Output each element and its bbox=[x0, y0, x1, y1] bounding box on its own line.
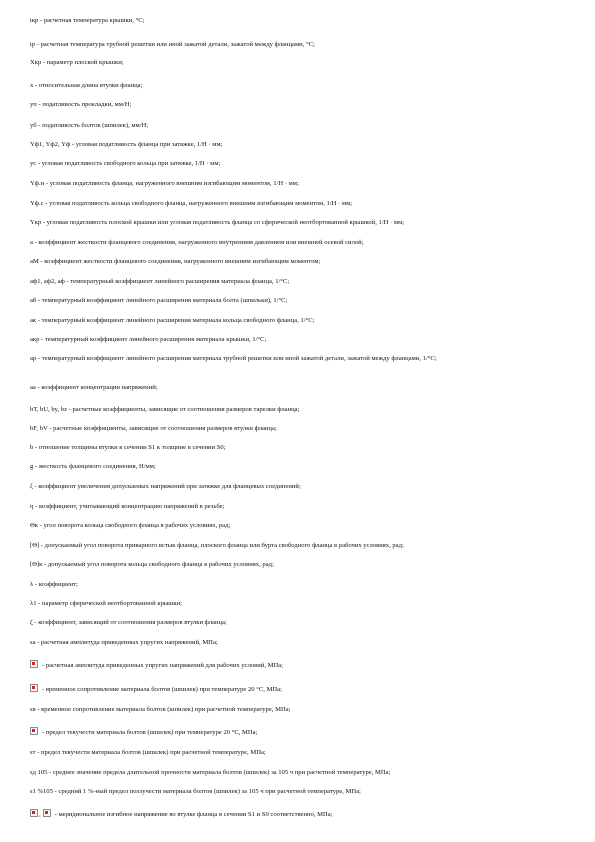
text-line bbox=[30, 482, 575, 491]
broken-image-icon bbox=[43, 809, 51, 817]
text-line bbox=[30, 296, 575, 305]
line-text: - предел текучести материала болтов (шпилек) при температуре 20 °С, МПа; bbox=[42, 729, 258, 736]
text-line bbox=[30, 40, 575, 49]
line-text: ζ - коэффициент, зависящий от соотношения размеров втулки фланца; bbox=[30, 619, 227, 626]
line-text: bF, bV - расчетные коэффициенты, зависящие от соотношения размеров втулки фланца; bbox=[30, 425, 277, 432]
line-text: yс - угловая податливость свободного кольца при затяжке, 1/Н · мм; bbox=[30, 160, 221, 167]
text-line bbox=[30, 462, 575, 471]
broken-image-icon bbox=[30, 727, 38, 735]
broken-image-icon bbox=[30, 809, 38, 817]
text-line bbox=[30, 159, 575, 168]
broken-image-icon bbox=[30, 684, 38, 692]
text-line bbox=[30, 58, 575, 67]
text-line bbox=[30, 768, 575, 777]
line-text: x - относительная длина втулки фланца; bbox=[30, 82, 143, 89]
line-text: аб - температурный коэффициент линейного расширения материала болта (шпильки), 1/°С; bbox=[30, 297, 288, 304]
broken-image-icon bbox=[30, 660, 38, 668]
text-line bbox=[30, 354, 575, 363]
line-text: ξ - коэффициент увеличения допускаемых напряжений при затяжке для фланцевых соединений; bbox=[30, 483, 301, 490]
line-text: аф1, аф2, аф - температурный коэффициент линейного расширения материала фланца, 1/°С; bbox=[30, 278, 290, 285]
text-line bbox=[30, 218, 575, 227]
line-text: sт - предел текучести материала болтов (шпилек) при расчетной температуре, МПа; bbox=[30, 749, 266, 756]
line-text: yп - податливость прокладки, мм/Н; bbox=[30, 101, 132, 108]
text-line bbox=[30, 383, 575, 392]
text-line bbox=[30, 277, 575, 286]
text-line bbox=[30, 16, 575, 25]
text-line bbox=[30, 443, 575, 452]
line-text: λ1 - параметр сферической неотбортованной крышки; bbox=[30, 600, 182, 607]
text-line bbox=[30, 179, 575, 188]
text-line bbox=[30, 727, 575, 737]
line-text: s1 %105 - средний 1 %-ный предел ползучести материала болтов (шпилек) за 105 ч при расчетной температуре, МПа; bbox=[30, 788, 361, 795]
text-line bbox=[30, 618, 575, 627]
text-line bbox=[30, 100, 575, 109]
text-line bbox=[30, 238, 575, 247]
line-text: sв - временное сопротивление материала болтов (шпилек) при расчетной температуре, МПа; bbox=[30, 706, 291, 713]
line-text: - расчетная амплитуда приведенных упругих напряжений для рабочих условий, МПа; bbox=[42, 662, 284, 669]
line-text: ак - температурный коэффициент линейного расширения материала кольца свободного фланца, 1/°С; bbox=[30, 317, 315, 324]
text-line bbox=[30, 599, 575, 608]
line-text: - меридиональное изгибное напряжение во втулке фланца в сечении S1 и S0 соответственно, МПа; bbox=[54, 811, 333, 818]
text-line bbox=[30, 580, 575, 589]
line-text: [Θ] - допускаемый угол поворота приварного встык фланца, плоского фланца или бурта свободного фланца в рабочих условиях, рад; bbox=[30, 542, 404, 549]
text-line bbox=[30, 199, 575, 208]
line-text: tкр - расчетная температура крышки, °С; bbox=[30, 17, 145, 24]
line-text: а - коэффициент жесткости фланцевого соединения, нагруженного внутренним давлением или внешней осевой силой; bbox=[30, 239, 364, 246]
text-line bbox=[30, 316, 575, 325]
text-line bbox=[30, 705, 575, 714]
line-text: λ - коэффициент; bbox=[30, 581, 78, 588]
text-line bbox=[30, 521, 575, 530]
text-line bbox=[30, 660, 575, 670]
text-line bbox=[30, 684, 575, 694]
text-line bbox=[30, 424, 575, 433]
text-line bbox=[30, 81, 575, 90]
line-text: bТ, bU, by, bz - расчетные коэффициенты, зависящие от соотношения размеров тарелки фланца; bbox=[30, 406, 300, 413]
line-text: Yкр - угловая податливость плоской крышки или угловая податливость фланца со сферической неотбортованной крышкой, 1/Н · мм; bbox=[30, 219, 405, 226]
line-text: g - жесткость фланцевого соединения, Н/мм; bbox=[30, 463, 156, 470]
text-line bbox=[30, 121, 575, 130]
line-text: [Θ]к - допускаемый угол поворота кольца свободного фланца в рабочих условиях, рад; bbox=[30, 561, 274, 568]
line-text: yб - податливость болтов (шпилек), мм/Н; bbox=[30, 122, 149, 129]
line-text: аа - коэффициент концентрации напряжений; bbox=[30, 384, 158, 391]
text-line bbox=[30, 638, 575, 647]
line-text: sд 105 - среднее значение предела длительной прочности материала болтов (шпилек) за 105 ч при расчетной температуре, МПа; bbox=[30, 769, 391, 776]
text-line bbox=[30, 748, 575, 757]
line-text: аМ - коэффициент жесткости фланцевого соединения, нагруженного внешним изгибающим моментом; bbox=[30, 258, 321, 265]
line-text: Yф.н - угловая податливость фланца, нагруженного внешним изгибающим моментом, 1/Н · мм; bbox=[30, 180, 299, 187]
line-text: ар - температурный коэффициент линейного расширения материала трубной решетки или иной зажатой детали, зажатой между фланцами, 1/°С; bbox=[30, 355, 437, 362]
line-text: - временное сопротивление материала болтов (шпилек) при температуре 20 °С, МПа; bbox=[42, 686, 282, 693]
text-line bbox=[30, 335, 575, 344]
line-text: Yф.с - угловая податливость кольца свободного фланца, нагруженного внешним изгибающим моментом, 1/Н · мм; bbox=[30, 200, 353, 207]
text-line bbox=[30, 257, 575, 266]
line-text: Θк - угол поворота кольца свободного фланца в рабочих условиях, рад; bbox=[30, 522, 231, 529]
line-text: акр - температурный коэффициент линейного расширения материала крышки, 1/°С; bbox=[30, 336, 267, 343]
text-line bbox=[30, 541, 575, 550]
line-text: b - отношение толщины втулки в сечении S1 к толщине в сечении S0; bbox=[30, 444, 226, 451]
text-line bbox=[30, 787, 575, 796]
line-text: Yф1, Yф2, Yф - угловая податливость фланца при затяжке, 1/Н · мм; bbox=[30, 141, 223, 148]
line-text: tр - расчетная температура трубной решетки или иной зажатой детали, зажатой между фланцами, °С; bbox=[30, 41, 315, 48]
text-line bbox=[30, 405, 575, 414]
text-line bbox=[30, 502, 575, 511]
text-line bbox=[30, 560, 575, 569]
text-line bbox=[30, 140, 575, 149]
text-line bbox=[30, 809, 575, 819]
line-text: sа - расчетная амплитуда приведенных упругих напряжений, МПа; bbox=[30, 639, 218, 646]
comma-separator: , bbox=[39, 811, 41, 818]
line-text: η - коэффициент, учитывающий концентрацию напряжений в резьбе; bbox=[30, 503, 225, 510]
line-text: Xкр - параметр плоской крышки; bbox=[30, 59, 124, 66]
